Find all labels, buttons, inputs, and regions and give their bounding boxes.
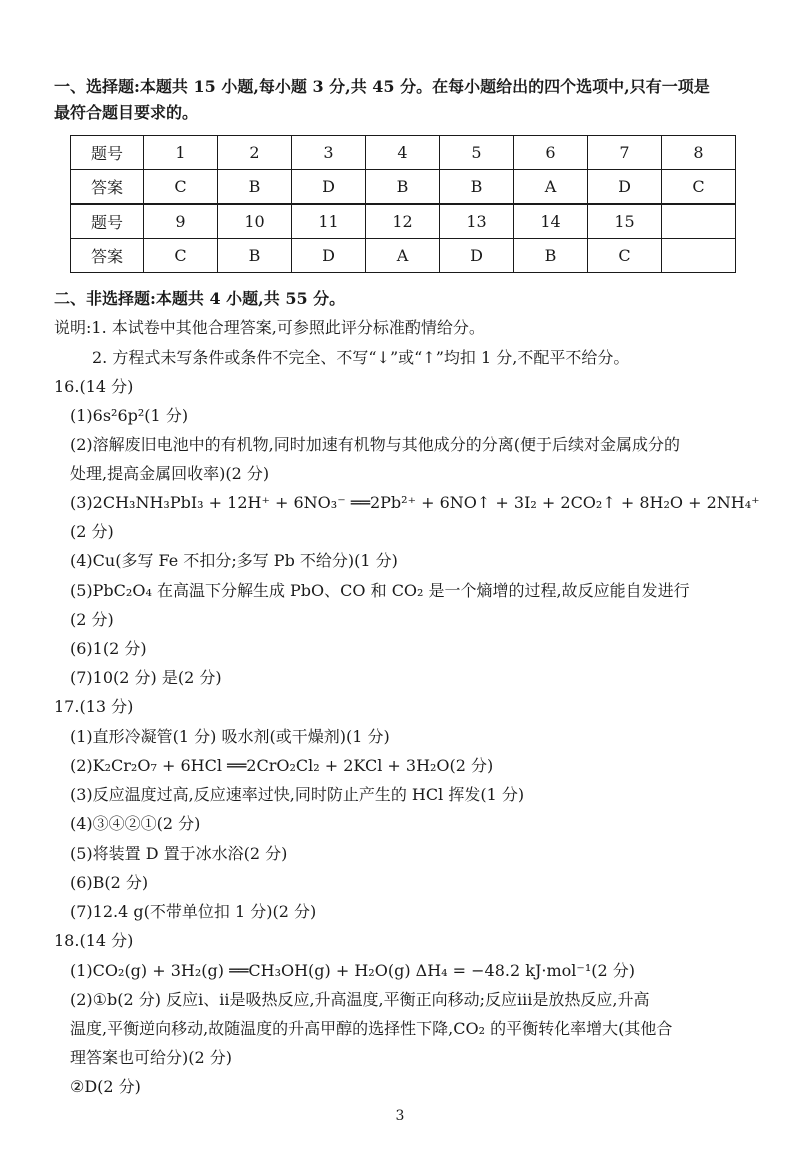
table-cell: B [440,170,514,205]
table-cell [662,239,736,273]
table-cell: 12 [366,204,440,239]
q17-title: 17.(13 分) [54,697,134,716]
table-cell: C [144,239,218,273]
q17-answer-6: (6)B(2 分) [70,873,149,892]
note-2: 2. 方程式未写条件或条件不完全、不写“↓”或“↑”均扣 1 分,不配平不给分。 [92,348,630,367]
row-label: 答案 [71,170,144,205]
q18-answer-2-cont2: 理答案也可给分)(2 分) [70,1048,232,1067]
q17-answer-5: (5)将装置 D 置于冰水浴(2 分) [70,844,288,863]
table-cell: A [514,170,588,205]
table-row [71,239,736,273]
q17-answer-4: (4)③④②①(2 分) [70,814,201,833]
table-cell: B [514,239,588,273]
q16-answer-5-cont: (2 分) [70,610,114,629]
table-cell: 10 [218,204,292,239]
table-cell: 8 [662,136,736,170]
table-cell: B [218,170,292,205]
q16-answer-6: (6)1(2 分) [70,639,147,658]
table-cell: D [440,239,514,273]
q16-title: 16.(14 分) [54,377,134,396]
table-cell: C [588,239,662,273]
table-cell: 11 [292,204,366,239]
q18-answer-2-cont: 温度,平衡逆向移动,故随温度的升高甲醇的选择性下降,CO₂ 的平衡转化率增大(其他合 [70,1019,673,1038]
row-label: 答案 [71,239,144,273]
table-cell: 3 [292,136,366,170]
table-cell: 2 [218,136,292,170]
q17-answer-1: (1)直形冷凝管(1 分) 吸水剂(或干燥剂)(1 分) [70,727,390,746]
q18-title: 18.(14 分) [54,931,134,950]
table-cell: 13 [440,204,514,239]
q18-answer-2-part2: ②D(2 分) [70,1077,141,1096]
q18-answer-2: (2)①b(2 分) 反应ⅰ、ⅱ是吸热反应,升高温度,平衡正向移动;反应ⅲ是放热反应,升高 [70,990,650,1009]
section2-heading: 二、非选择题:本题共 4 小题,共 55 分。 [54,289,346,308]
q16-answer-2: (2)溶解废旧电池中的有机物,同时加速有机物与其他成分的分离(便于后续对金属成分的 [70,435,680,454]
table-cell: 6 [514,136,588,170]
table-cell [662,204,736,239]
table-cell: 4 [366,136,440,170]
table-cell: 15 [588,204,662,239]
q16-answer-5: (5)PbC₂O₄ 在高温下分解生成 PbO、CO 和 CO₂ 是一个熵增的过程,故反应能自发进行 [70,581,690,600]
table-cell: C [662,170,736,205]
section1-heading-line2: 最符合题目要求的。 [54,103,199,122]
table-cell: 14 [514,204,588,239]
table-cell: D [292,170,366,205]
table-cell: 1 [144,136,218,170]
q16-answer-2-cont: 处理,提高金属回收率)(2 分) [70,464,270,483]
table-cell: D [292,239,366,273]
table-row [71,170,736,205]
q16-answer-7: (7)10(2 分) 是(2 分) [70,668,222,687]
q16-answer-4: (4)Cu(多写 Fe 不扣分;多写 Pb 不给分)(1 分) [70,551,398,570]
table-cell: B [366,170,440,205]
q16-answer-1: (1)6s²6p²(1 分) [70,406,189,425]
row-label: 题号 [71,204,144,239]
table-row [71,204,736,239]
q16-answer-3: (3)2CH₃NH₃PbI₃ + 12H⁺ + 6NO₃⁻ ══2Pb²⁺ + 6NO↑ + 3I₂ + 2CO₂↑ + 8H₂O + 2NH₄⁺ [70,493,760,512]
answer-table [70,135,736,273]
table-cell: 7 [588,136,662,170]
q17-answer-3: (3)反应温度过高,反应速率过快,同时防止产生的 HCl 挥发(1 分) [70,785,525,804]
table-cell: C [144,170,218,205]
section1-heading-line1: 一、选择题:本题共 15 小题,每小题 3 分,共 45 分。在每小题给出的四个选项中,只有一项是 [54,77,710,96]
table-cell: D [588,170,662,205]
page-number: 3 [395,1108,405,1124]
note-1: 说明:1. 本试卷中其他合理答案,可参照此评分标准酌情给分。 [54,318,485,337]
table-row [71,136,736,170]
q16-answer-3-cont: (2 分) [70,522,114,541]
row-label: 题号 [71,136,144,170]
q18-answer-1: (1)CO₂(g) + 3H₂(g) ══CH₃OH(g) + H₂O(g) ΔH₄ = −48.2 kJ·mol⁻¹(2 分) [70,961,635,980]
q17-answer-7: (7)12.4 g(不带单位扣 1 分)(2 分) [70,902,317,921]
table-cell: A [366,239,440,273]
table-cell: 9 [144,204,218,239]
table-cell: 5 [440,136,514,170]
q17-answer-2: (2)K₂Cr₂O₇ + 6HCl ══2CrO₂Cl₂ + 2KCl + 3H₂O(2 分) [70,756,494,775]
table-cell: B [218,239,292,273]
